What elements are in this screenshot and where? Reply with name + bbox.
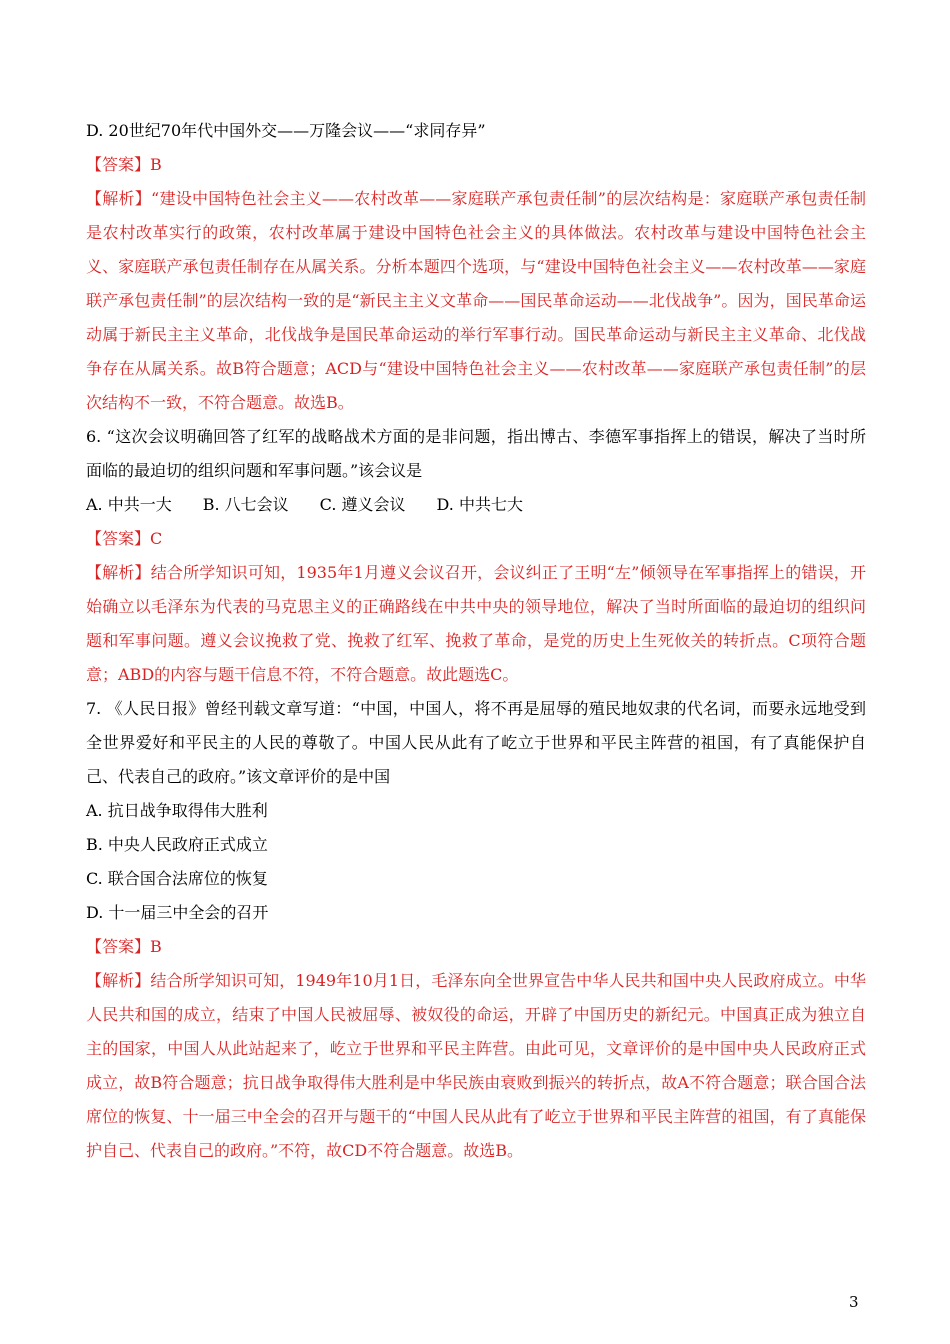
q6-options bbox=[86, 488, 866, 522]
q6-option-c: C. 遵义会议 bbox=[319, 495, 406, 514]
q6-analysis-label: 【解析】 bbox=[86, 563, 151, 582]
q5-analysis-label: 【解析】 bbox=[86, 189, 152, 208]
q6-analysis bbox=[86, 556, 866, 692]
page-content bbox=[86, 114, 866, 1168]
q6-analysis-text: 结合所学知识可知，1935年1月遵义会议召开，会议纠正了王明“左”倾领导在军事指挥上的错误，开始确立以毛泽东为代表的马克思主义的正确路线在中共中央的领导地位，解决了当时所面临的最迫切的组织问题和军事问题。遵义会议挽救了党、挽救了红军、挽救了革命，是党的历史上生死攸关的转折点。C项符合题意；ABD的内容与题干信息不符，不符合题意。故此题选C。 bbox=[86, 563, 866, 684]
page-number: 3 bbox=[849, 1293, 859, 1311]
q7-option-c: C. 联合国合法席位的恢复 bbox=[86, 869, 268, 888]
q6-option-b: B. 八七会议 bbox=[202, 495, 289, 514]
q7-option-d: D. 十一届三中全会的召开 bbox=[86, 903, 269, 922]
q6-stem: 6. “这次会议明确回答了红军的战略战术方面的是非问题，指出博古、李德军事指挥上的错误，解决了当时所面临的最迫切的组织问题和军事问题。”该会议是 bbox=[86, 427, 866, 480]
q7-stem: 7. 《人民日报》曾经刊载文章写道：“中国，中国人，将不再是屈辱的殖民地奴隶的代名词，而要永远地受到全世界爱好和平民主的人民的尊敬了。中国人民从此有了屹立于世界和平民主阵营的祖国，有了真能保护自己、代表自己的政府。”该文章评价的是中国 bbox=[86, 699, 866, 786]
q7-analysis-text: 结合所学知识可知，1949年10月1日，毛泽东向全世界宣告中华人民共和国中央人民政府成立。中华人民共和国的成立，结束了中国人民被屈辱、被奴役的命运，开辟了中国历史的新纪元。中国真正成为独立自主的国家，中国人从此站起来了，屹立于世界和平民主阵营。由此可见，文章评价的是中国中央人民政府正式成立，故B符合题意；抗日战争取得伟大胜利是中华民族由衰败到振兴的转折点，故A不符合题意；联合国合法席位的恢复、十一届三中全会的召开与题干的“中国人民从此有了屹立于世界和平民主阵营的祖国，有了真能保护自己、代表自己的政府。”不符，故CD不符合题意。故选B。 bbox=[86, 971, 866, 1160]
q7-analysis bbox=[86, 964, 866, 1168]
q6-answer: 【答案】C bbox=[86, 529, 163, 548]
q7-option-b: B. 中央人民政府正式成立 bbox=[86, 835, 268, 854]
q7-answer: 【答案】B bbox=[86, 937, 162, 956]
q5-answer: 【答案】B bbox=[86, 155, 162, 174]
q5-analysis bbox=[86, 182, 866, 420]
q6-option-a: A. 中共一大 bbox=[86, 495, 172, 514]
q5-option-d: D. 20世纪70年代中国外交——万隆会议——“求同存异” bbox=[86, 121, 486, 140]
q7-option-a: A. 抗日战争取得伟大胜利 bbox=[86, 801, 268, 820]
q6-option-d: D. 中共七大 bbox=[436, 495, 523, 514]
q7-analysis-label: 【解析】 bbox=[86, 971, 151, 990]
q5-analysis-text: “建设中国特色社会主义——农村改革——家庭联产承包责任制”的层次结构是：家庭联产承包责任制是农村改革实行的政策，农村改革属于建设中国特色社会主义的具体做法。农村改革与建设中国特色社会主义、家庭联产承包责任制存在从属关系。分析本题四个选项，与“建设中国特色社会主义——农村改革——家庭联产承包责任制”的层次结构一致的是“新民主主义文革命——国民革命运动——北伐战争”。因为，国民革命运动属于新民主主义革命，北伐战争是国民革命运动的举行军事行动。国民革命运动与新民主主义革命、北伐战争存在从属关系。故B符合题意；ACD与“建设中国特色社会主义——农村改革——家庭联产承包责任制”的层次结构不一致，不符合题意。故选B。 bbox=[86, 189, 866, 412]
